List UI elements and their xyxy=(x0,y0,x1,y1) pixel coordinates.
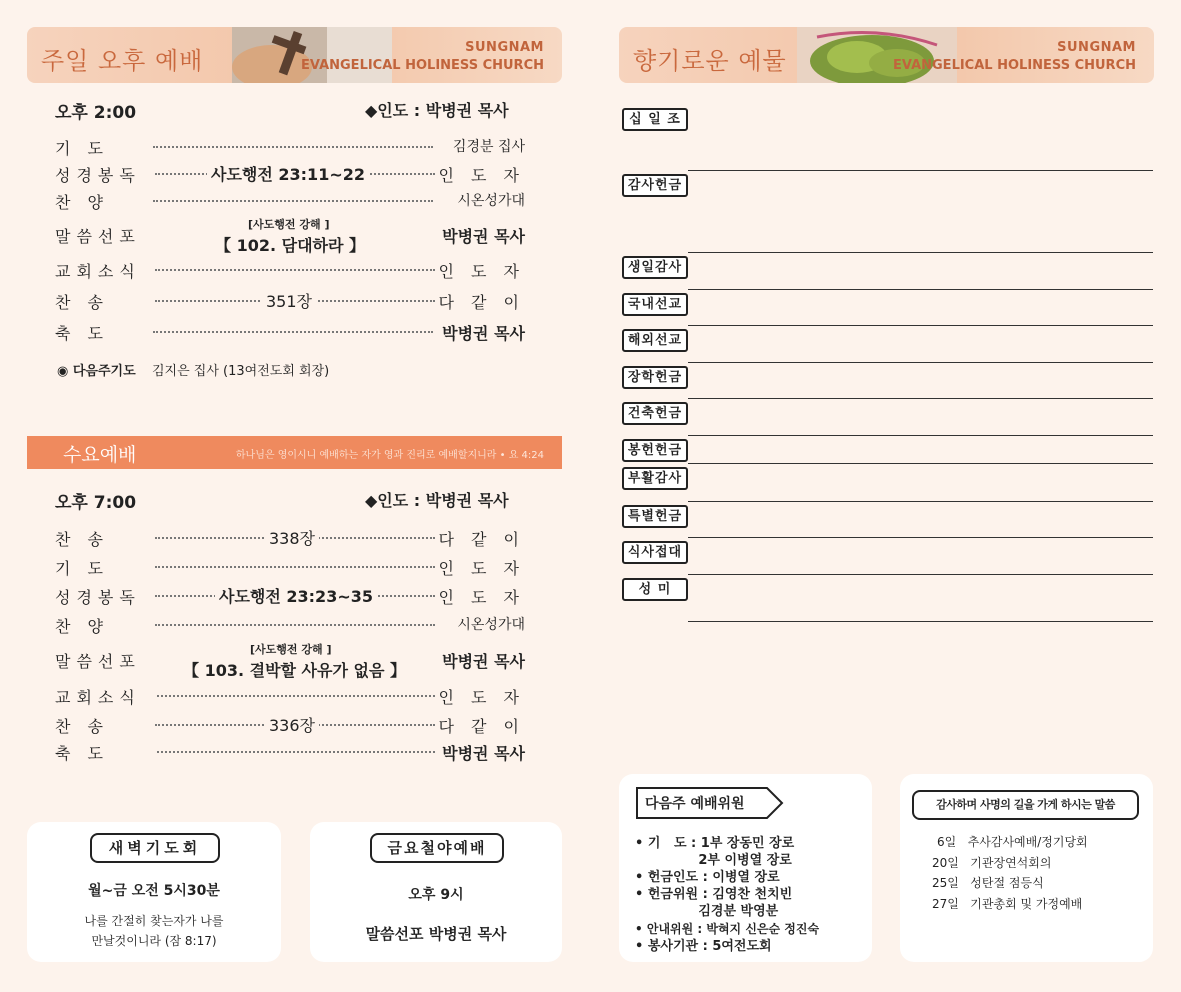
dotted-leader xyxy=(155,269,435,271)
order-person: 박병권 목사 xyxy=(442,324,525,343)
plant-photo xyxy=(797,27,957,83)
offering-line xyxy=(688,537,1153,538)
cross-photo xyxy=(232,27,392,83)
schedule-item: 6일 추사감사예배/정기당회 xyxy=(937,835,1088,849)
sermon-series: [사도행전 강해 ] xyxy=(248,218,330,231)
order-label: 교회소식 xyxy=(55,688,141,707)
church-name-line1: SUNGNAM xyxy=(1057,40,1136,55)
dawn-prayer-box xyxy=(27,822,281,962)
offering-label: 국내선교 xyxy=(622,293,688,316)
schedule-item: 25일 성탄절 점등식 xyxy=(932,876,1044,890)
dotted-leader xyxy=(153,331,433,333)
service-leader: ◆인도 : 박병권 목사 xyxy=(365,101,509,120)
offering-label: 생일감사 xyxy=(622,256,688,279)
dotted-leader xyxy=(157,695,435,697)
order-label: 기 도 xyxy=(55,559,109,578)
friday-service-title: 금요철야예배 xyxy=(370,833,504,863)
next-prayer-value: 김지은 집사 (13여전도회 회장) xyxy=(152,364,330,379)
order-label: 말씀선포 xyxy=(55,227,141,246)
offering-label: 특별헌금 xyxy=(622,505,688,528)
order-row xyxy=(55,685,525,707)
offering-line xyxy=(688,574,1153,575)
schedule-item: 20일 기관장연석회의 xyxy=(932,856,1052,870)
offering-label: 부활감사 xyxy=(622,467,688,490)
order-row xyxy=(55,136,525,158)
order-label: 성경봉독 xyxy=(55,166,141,185)
offering-label: 해외선교 xyxy=(622,329,688,352)
order-label: 찬 양 xyxy=(55,617,109,636)
next-week-item: • 안내위원 : 박혀지 신은순 정진숙 xyxy=(635,922,820,936)
order-person: 다 같 이 xyxy=(438,530,525,549)
header-verse: 하나님은 영이시니 예배하는 자가 영과 진리로 예배할지니라 • 요 4:24 xyxy=(235,450,544,461)
offering-label: 식사접대 xyxy=(622,541,688,564)
schedule-item: 27일 기관총회 및 가정예배 xyxy=(932,897,1083,911)
offering-line xyxy=(688,398,1153,399)
dawn-verse-line1: 나를 간절히 찾는자가 나를 xyxy=(84,914,224,928)
order-person: 박병권 목사 xyxy=(442,744,525,763)
offering-label: 장학헌금 xyxy=(622,366,688,389)
next-week-item: 2부 이병열 장로 xyxy=(635,853,792,868)
order-person: 다 같 이 xyxy=(438,293,525,312)
hymn-number: 338장 xyxy=(265,526,319,549)
order-row xyxy=(55,163,525,185)
offering-label: 건축헌금 xyxy=(622,402,688,425)
hymn-number: 336장 xyxy=(265,713,319,736)
section-title: 수요예배 xyxy=(63,444,137,466)
order-row xyxy=(55,190,525,212)
order-row xyxy=(55,290,525,312)
next-week-item: 김경분 박영분 xyxy=(635,904,779,919)
offering-label: 감사헌금 xyxy=(622,174,688,197)
order-label: 찬 송 xyxy=(55,717,109,736)
sermon-title: 【 102. 담대하라 】 xyxy=(215,236,366,255)
order-person: 인 도 자 xyxy=(438,166,525,185)
order-label: 말씀선포 xyxy=(55,652,141,671)
section-title: 주일 오후 예배 xyxy=(41,47,204,75)
order-row xyxy=(55,643,525,680)
next-week-title: 다음주 예배위원 xyxy=(645,796,745,812)
next-week-item: • 기 도 : 1부 장동민 장로 xyxy=(635,836,795,851)
order-row xyxy=(55,321,525,343)
order-row xyxy=(55,556,525,578)
dawn-prayer-title: 새벽기도회 xyxy=(90,833,220,863)
schedule-title: 감사하며 사명의 길을 가게 하시는 말씀 xyxy=(912,790,1139,820)
offering-line xyxy=(688,362,1153,363)
order-person: 다 같 이 xyxy=(438,717,525,736)
order-person: 인 도 자 xyxy=(438,588,525,607)
dotted-leader xyxy=(155,566,435,568)
next-prayer-label: ◉ 다음주기도 xyxy=(57,364,136,379)
church-name-line1: SUNGNAM xyxy=(465,40,544,55)
dotted-leader xyxy=(155,624,435,626)
order-person: 김경분 집사 xyxy=(452,139,525,155)
dotted-leader xyxy=(153,146,433,148)
order-label: 축 도 xyxy=(55,324,109,343)
order-row xyxy=(55,714,525,736)
offering-line xyxy=(688,435,1153,436)
offering-label: 봉헌헌금 xyxy=(622,439,688,462)
order-row xyxy=(55,614,525,636)
order-person: 박병권 목사 xyxy=(442,652,525,671)
offering-line xyxy=(688,325,1153,326)
order-row xyxy=(55,218,525,255)
order-person: 인 도 자 xyxy=(438,262,525,281)
dawn-prayer-time: 월~금 오전 5시30분 xyxy=(88,883,220,899)
dotted-leader xyxy=(153,200,433,202)
service-leader: ◆인도 : 박병권 목사 xyxy=(365,491,509,510)
sermon-series: [사도행전 강해 ] xyxy=(250,643,332,656)
order-label: 찬 송 xyxy=(55,530,109,549)
church-name-line2: EVANGELICAL HOLINESS CHURCH xyxy=(301,58,544,73)
service-time: 오후 2:00 xyxy=(55,103,137,123)
next-week-box xyxy=(619,774,872,962)
order-label: 찬 송 xyxy=(55,293,109,312)
order-label: 교회소식 xyxy=(55,262,141,281)
order-person: 인 도 자 xyxy=(438,688,525,707)
offering-header xyxy=(619,27,1154,83)
scripture: 사도행전 23:23~35 xyxy=(215,584,377,607)
order-row xyxy=(55,259,525,281)
order-label: 기 도 xyxy=(55,139,109,158)
wednesday-header xyxy=(27,436,562,469)
section-title: 향기로운 예물 xyxy=(633,47,787,75)
dotted-leader xyxy=(157,751,435,753)
offering-label: 성 미 xyxy=(622,578,688,601)
church-name-line2: EVANGELICAL HOLINESS CHURCH xyxy=(893,58,1136,73)
order-row xyxy=(55,585,525,607)
schedule-box xyxy=(900,774,1153,962)
scripture: 사도행전 23:11~22 xyxy=(207,162,369,185)
next-week-item: • 헌금인도 : 이병열 장로 xyxy=(635,870,780,885)
order-row xyxy=(55,741,525,763)
offering-line xyxy=(688,170,1153,171)
order-label: 찬 양 xyxy=(55,193,109,212)
order-row xyxy=(55,527,525,549)
order-label: 성경봉독 xyxy=(55,588,141,607)
order-person: 인 도 자 xyxy=(438,559,525,578)
next-week-item: • 헌금위원 : 김영찬 천치빈 xyxy=(635,887,793,902)
offering-label: 십 일 조 xyxy=(622,108,688,131)
offering-line xyxy=(688,289,1153,290)
friday-preacher: 말씀선포 박병권 목사 xyxy=(365,925,507,943)
offering-line xyxy=(688,621,1153,622)
sunday-afternoon-header xyxy=(27,27,562,83)
dawn-verse-line2: 만날것이니라 (잠 8:17) xyxy=(91,934,217,948)
sermon-title: 【 103. 결박할 사유가 없음 】 xyxy=(183,661,406,680)
offering-line xyxy=(688,501,1153,502)
offering-line xyxy=(688,463,1153,464)
service-time: 오후 7:00 xyxy=(55,493,137,513)
order-person: 박병권 목사 xyxy=(442,227,525,246)
order-person: 시온성가대 xyxy=(457,193,525,209)
friday-service-box xyxy=(310,822,562,962)
hymn-number: 351장 xyxy=(262,289,316,312)
order-person: 시온성가대 xyxy=(457,617,525,633)
offering-line xyxy=(688,252,1153,253)
next-week-item: • 봉사기관 : 5여전도회 xyxy=(635,939,772,954)
order-label: 축 도 xyxy=(55,744,109,763)
friday-service-time: 오후 9시 xyxy=(408,887,464,903)
